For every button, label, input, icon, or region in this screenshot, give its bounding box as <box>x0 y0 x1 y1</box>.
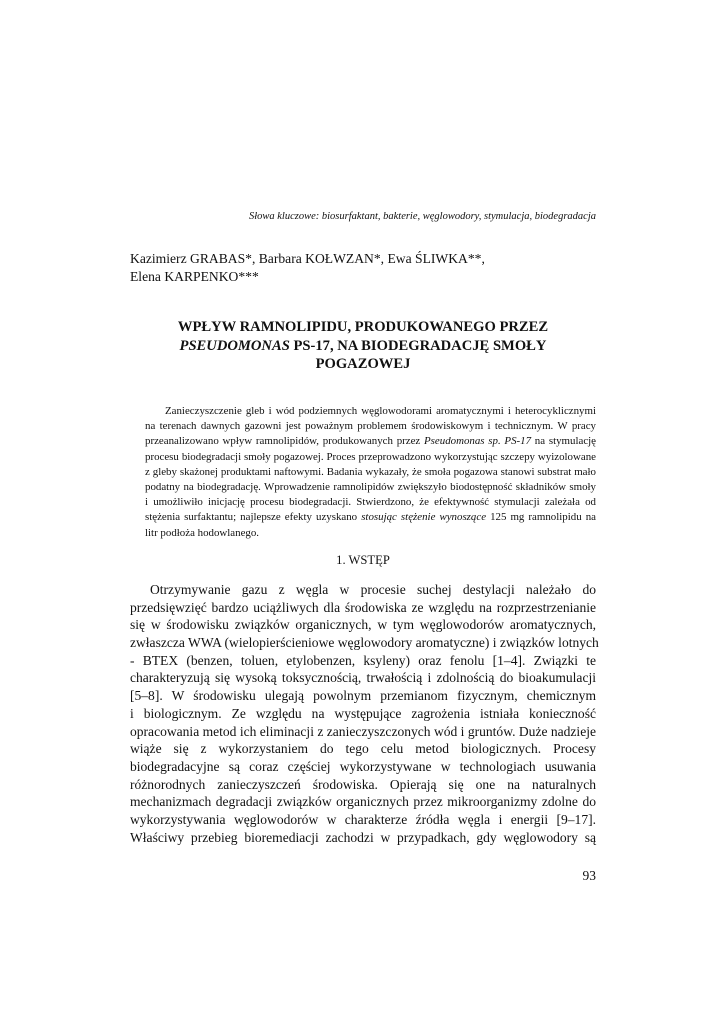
paper-title <box>130 318 596 374</box>
authors-line-2: Elena KARPENKO*** <box>130 269 259 284</box>
abstract-part-2: na stymulację procesu biodegradacji smoły pogazowej. Proces przeprowadzono wykorzystując szczepy wyizolowane z gleby skażonej produktami naftowymi. Badania wykazały, że smoła pogazowa stanowi substrat mało podatny na biodegradację. Wprowadzenie ramnolipidów zwiększyło biodostępność składników smoły i umożliwiło inicjację procesu biodegradacji. Stwierdzono, że efektywność stymulacji zależała od stężenia surfaktantu; najlepsze efekty uzyskano <box>145 435 597 524</box>
abstract-part-3: 125 mg ramnolipidu na litr podłoża hodowlanego. <box>145 511 596 539</box>
body-line: zwłaszcza WWA (wielopierścieniowe węglowodory aromatyczne) i związków lotnych <box>130 635 599 651</box>
abstract-paragraph <box>145 404 596 541</box>
body-line: - BTEX (benzen, toluen, etylobenzen, ksyleny) oraz fenolu [1–4]. Związki te <box>130 652 596 668</box>
body-line: wykorzystywania węglowodorów w charakterze źródła węgla i energii [9–17]. <box>130 811 596 827</box>
body-line: biodegradacyjne są coraz częściej wykorzystywane w technologiach usuwania <box>130 758 596 774</box>
body-line: opracowania metod ich eliminacji z zanieczyszczonych wód i gruntów. Duże nadzieje <box>130 723 596 739</box>
section-heading: 1. WSTĘP <box>336 553 390 567</box>
body-line: wiąże się z wykorzystaniem do tego celu metod biologicznych. Procesy <box>130 741 596 757</box>
author-list <box>130 250 596 286</box>
page-number: 93 <box>582 868 596 883</box>
body-paragraph <box>130 581 599 846</box>
abstract-organism: Pseudomonas sp. PS-17 <box>424 435 532 448</box>
body-line: mechanizmach degradacji związków organicznych przez mikroorganizmy zdolne do <box>130 794 596 810</box>
body-line: [5–8]. W środowisku ulegają powolnym przemianom fizycznym, chemicznym <box>130 688 596 704</box>
title-line-2-rest: PS-17, NA BIODEGRADACJĘ SMOŁY <box>289 337 547 354</box>
body-line: przedsięwzięć bardzo uciążliwych dla środowiska ze względu na rozprzestrzenianie <box>130 599 596 615</box>
body-line: charakteryzują się wysoką toksycznością, trwałością i zdolnością do bioakumulacji <box>130 670 596 686</box>
body-line: Właściwy przebieg bioremediacji zachodzi w przypadkach, gdy węglowodory są <box>130 829 596 845</box>
authors-line-1: Kazimierz GRABAS*, Barbara KOŁWZAN*, Ewa ŚLIWKA**, <box>130 251 485 266</box>
body-line: się w środowisku związków organicznych, w tym węglowodorów aromatycznych, <box>130 617 596 633</box>
abstract <box>145 404 596 541</box>
abstract-part-1: Zanieczyszczenie gleb i wód podziemnych węglowodorami aromatycznymi i heterocyklicznymi na terenach dawnych gazowni jest poważnym problemem środowiskowym i technicznym. W pracy przeanalizowano wpływ ramnolipidów, produkowanych przez <box>145 405 596 448</box>
keywords-line: Słowa kluczowe: biosurfaktant, bakterie, węglowodory, stymulacja, biodegradacja <box>248 211 596 222</box>
body-line: różnorodnych zanieczyszczeń środowiska. Opierają się one na naturalnych <box>130 776 596 792</box>
body-line: i biologicznym. Ze względu na występujące zagrożenia istniała konieczność <box>130 705 596 721</box>
title-line-2 <box>130 337 596 356</box>
title-line-1: WPŁYW RAMNOLIPIDU, PRODUKOWANEGO PRZEZ <box>177 319 549 335</box>
body-line: Otrzymywanie gazu z węgla w procesie suchej destylacji należało do <box>150 582 596 597</box>
abstract-emphasis: stosując stężenie wynoszące <box>361 511 487 524</box>
title-organism: PSEUDOMONAS <box>179 337 290 354</box>
title-line-3: POGAZOWEJ <box>315 356 411 372</box>
